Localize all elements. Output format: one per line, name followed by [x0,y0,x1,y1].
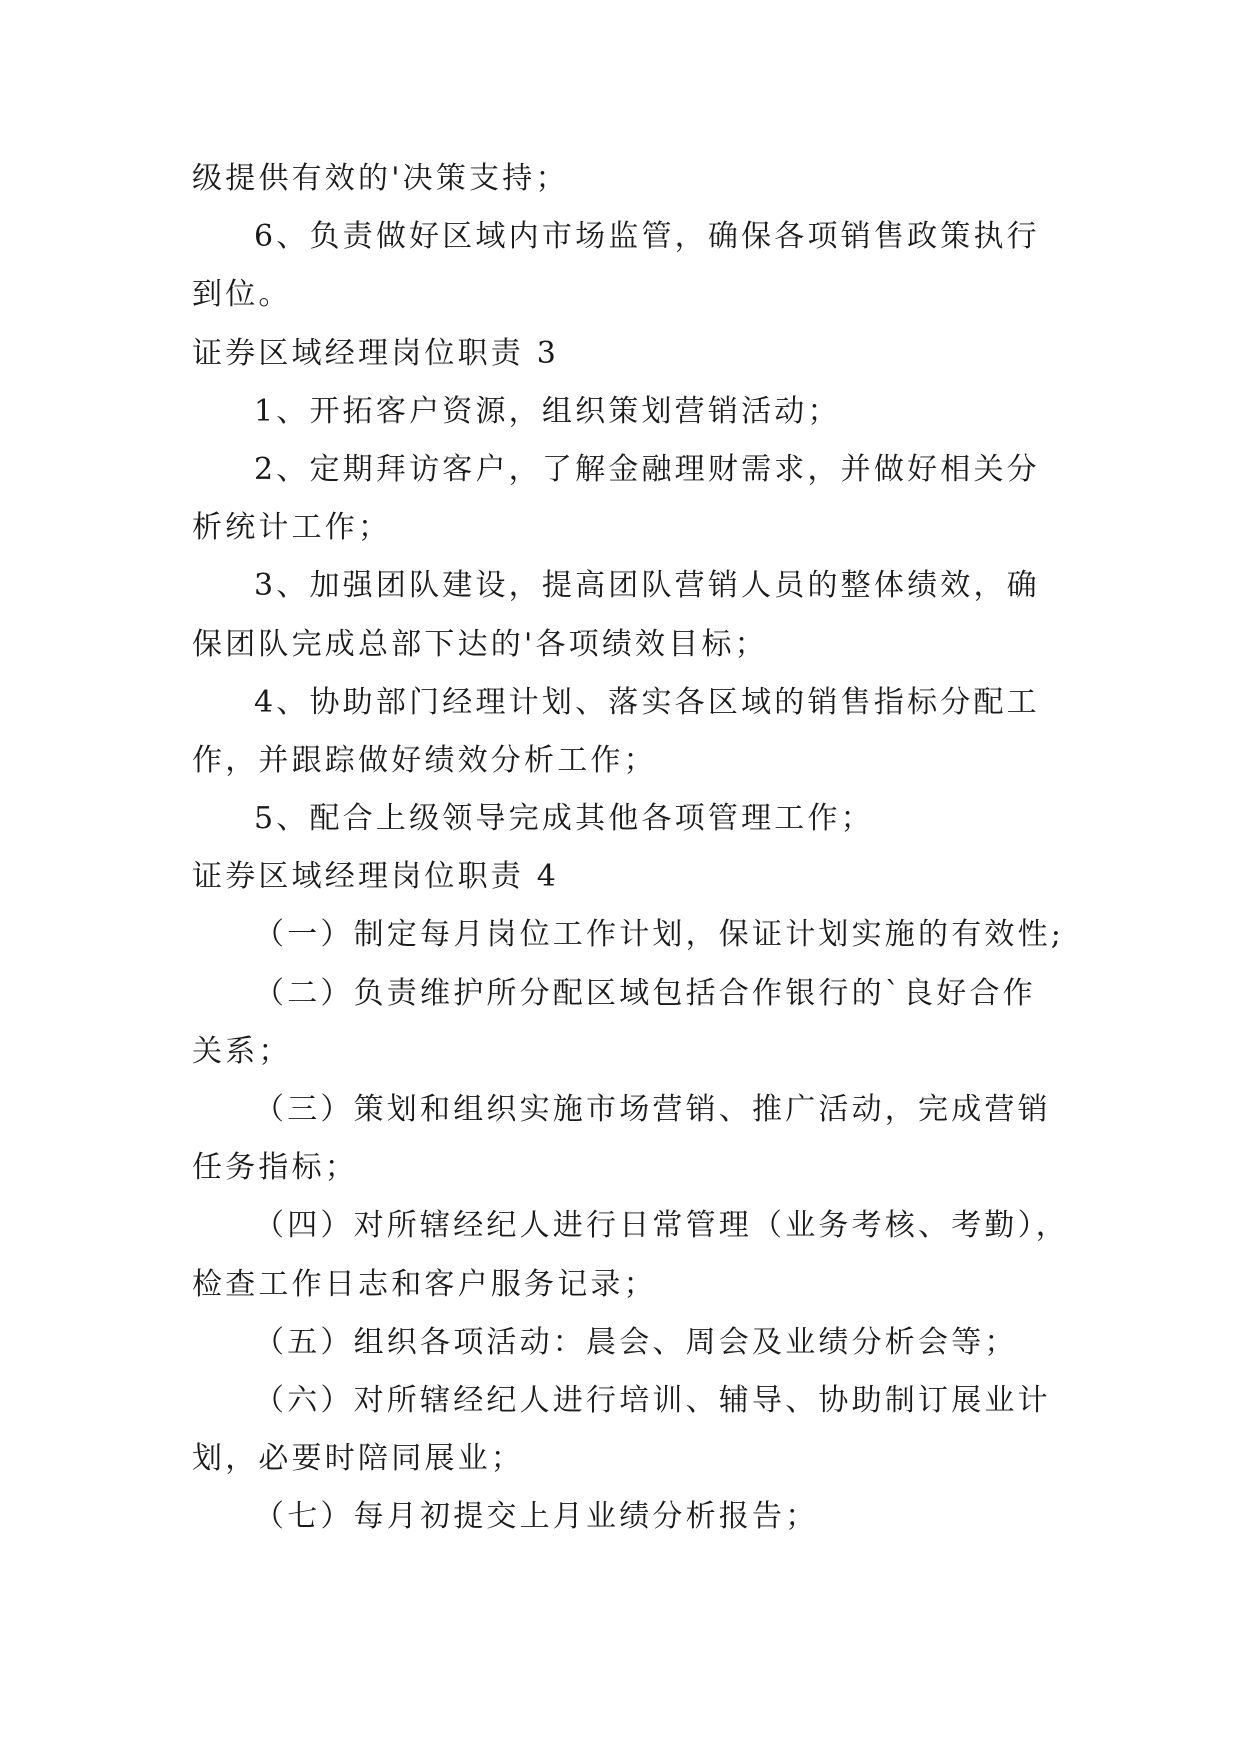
section-heading: 证券区域经理岗位职责 4 [192,859,560,895]
text-line: 1、开拓客户资源，组织策划营销活动； [254,393,841,429]
text-line: 5、配合上级领导完成其他各项管理工作； [254,801,874,837]
text-line: 任务指标； [192,1150,358,1186]
section-heading: 证券区域经理岗位职责 3 [192,335,560,371]
text-line: 划，必要时陪同展业； [192,1441,524,1477]
text-line: 作，并跟踪做好绩效分析工作； [192,742,657,778]
text-line: 6、负责做好区域内市场监管，确保各项销售政策执行 [254,219,1040,255]
text-line: 级提供有效的'决策支持； [192,161,569,196]
text-line: （七）每月初提交上月业绩分析报告； [254,1499,819,1535]
text-line: （三）策划和组织实施市场营销、推广活动，完成营销 [254,1092,1051,1127]
document-page [192,150,1069,1547]
text-line: 析统计工作； [192,510,392,546]
text-line: （一）制定每月岗位工作计划，保证计划实施的有效性; [254,917,1065,953]
text-line: 关系； [192,1033,292,1069]
text-line: （六）对所辖经纪人进行培训、辅导、协助制订展业计 [254,1382,1051,1418]
text-line: 保团队完成总部下达的'各项绩效目标； [192,626,768,662]
text-line: （四）对所辖经纪人进行日常管理（业务考核、考勤）， [254,1208,1069,1244]
text-line: 2、定期拜访客户，了解金融理财需求，并做好相关分 [254,451,1040,487]
text-line: 4、协助部门经理计划、落实各区域的销售指标分配工 [254,684,1040,720]
text-line: 到位。 [192,277,292,313]
text-line: （二）负责维护所分配区域包括合作银行的`良好合作 [254,975,1036,1011]
text-line: （五）组织各项活动：晨会、周会及业绩分析会等； [254,1324,1018,1360]
text-line: 3、加强团队建设，提高团队营销人员的整体绩效，确 [254,568,1040,604]
text-line: 检查工作日志和客户服务记录； [192,1266,657,1302]
